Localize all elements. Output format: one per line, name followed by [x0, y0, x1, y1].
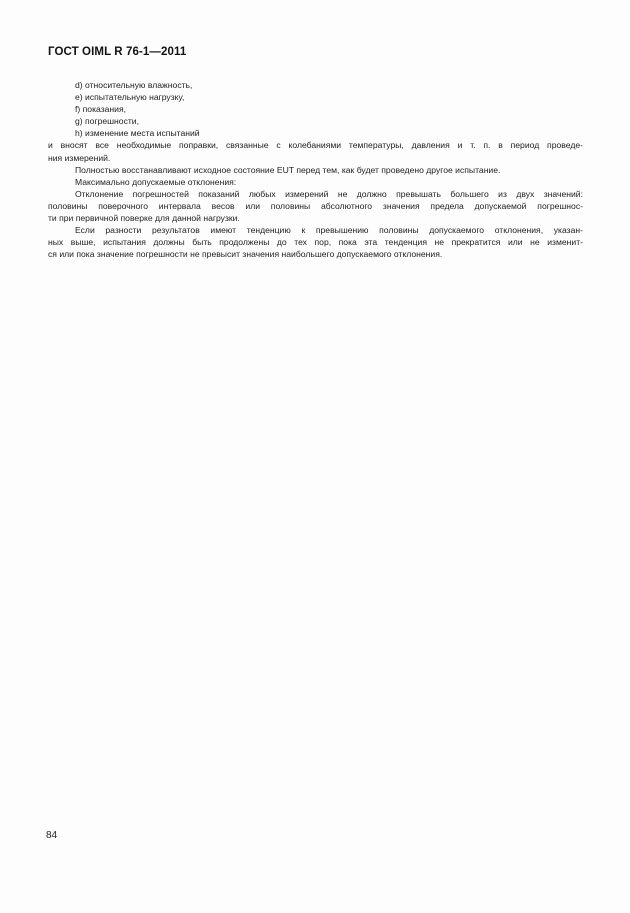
document-header: ГОСТ OIML R 76-1—2011: [48, 46, 187, 58]
list-item-h: h) изменение места испытаний: [75, 128, 200, 139]
list-item-g: g) погрешности,: [75, 116, 139, 127]
paragraph-line: половины поверочного интервала весов или половины абсолютного значения предела допускаемой погрешнос-: [48, 200, 583, 211]
paragraph-line: ных выше, испытания должны быть продолжены до тех пор, пока эта тенденция не прекратится или не изменит-: [48, 237, 583, 248]
paragraph-line: Полностью восстанавливают исходное состояние EUT перед тем, как будет проведено другое испытание.: [75, 164, 501, 175]
paragraph-line: и вносят все необходимые поправки, связанные с колебаниями температуры, давления и т. п. в период проведе-: [48, 140, 583, 151]
list-item-e: e) испытательную нагрузку,: [75, 92, 185, 103]
paragraph-line: Если разности результатов имеют тенденцию к превышению половины допускаемого отклонения, указан-: [75, 225, 583, 236]
list-item-d: d) относительную влажность,: [75, 80, 193, 90]
document-body: [48, 79, 583, 260]
paragraph-line: ния измерений.: [48, 152, 111, 163]
paragraph-line: ся или пока значение погрешности не превысит значения наибольшего допускаемого отклонения.: [48, 249, 443, 260]
paragraph-line: ти при первичной поверке для данной нагрузки.: [48, 213, 240, 224]
paragraph-line: Максимально допускаемые отклонения:: [75, 176, 237, 187]
page-number: 84: [46, 830, 58, 841]
list-item-f: f) показания,: [75, 104, 127, 115]
paragraph-line: Отклонение погрешностей показаний любых измерений не должно превышать большего из двух значений:: [75, 188, 583, 199]
